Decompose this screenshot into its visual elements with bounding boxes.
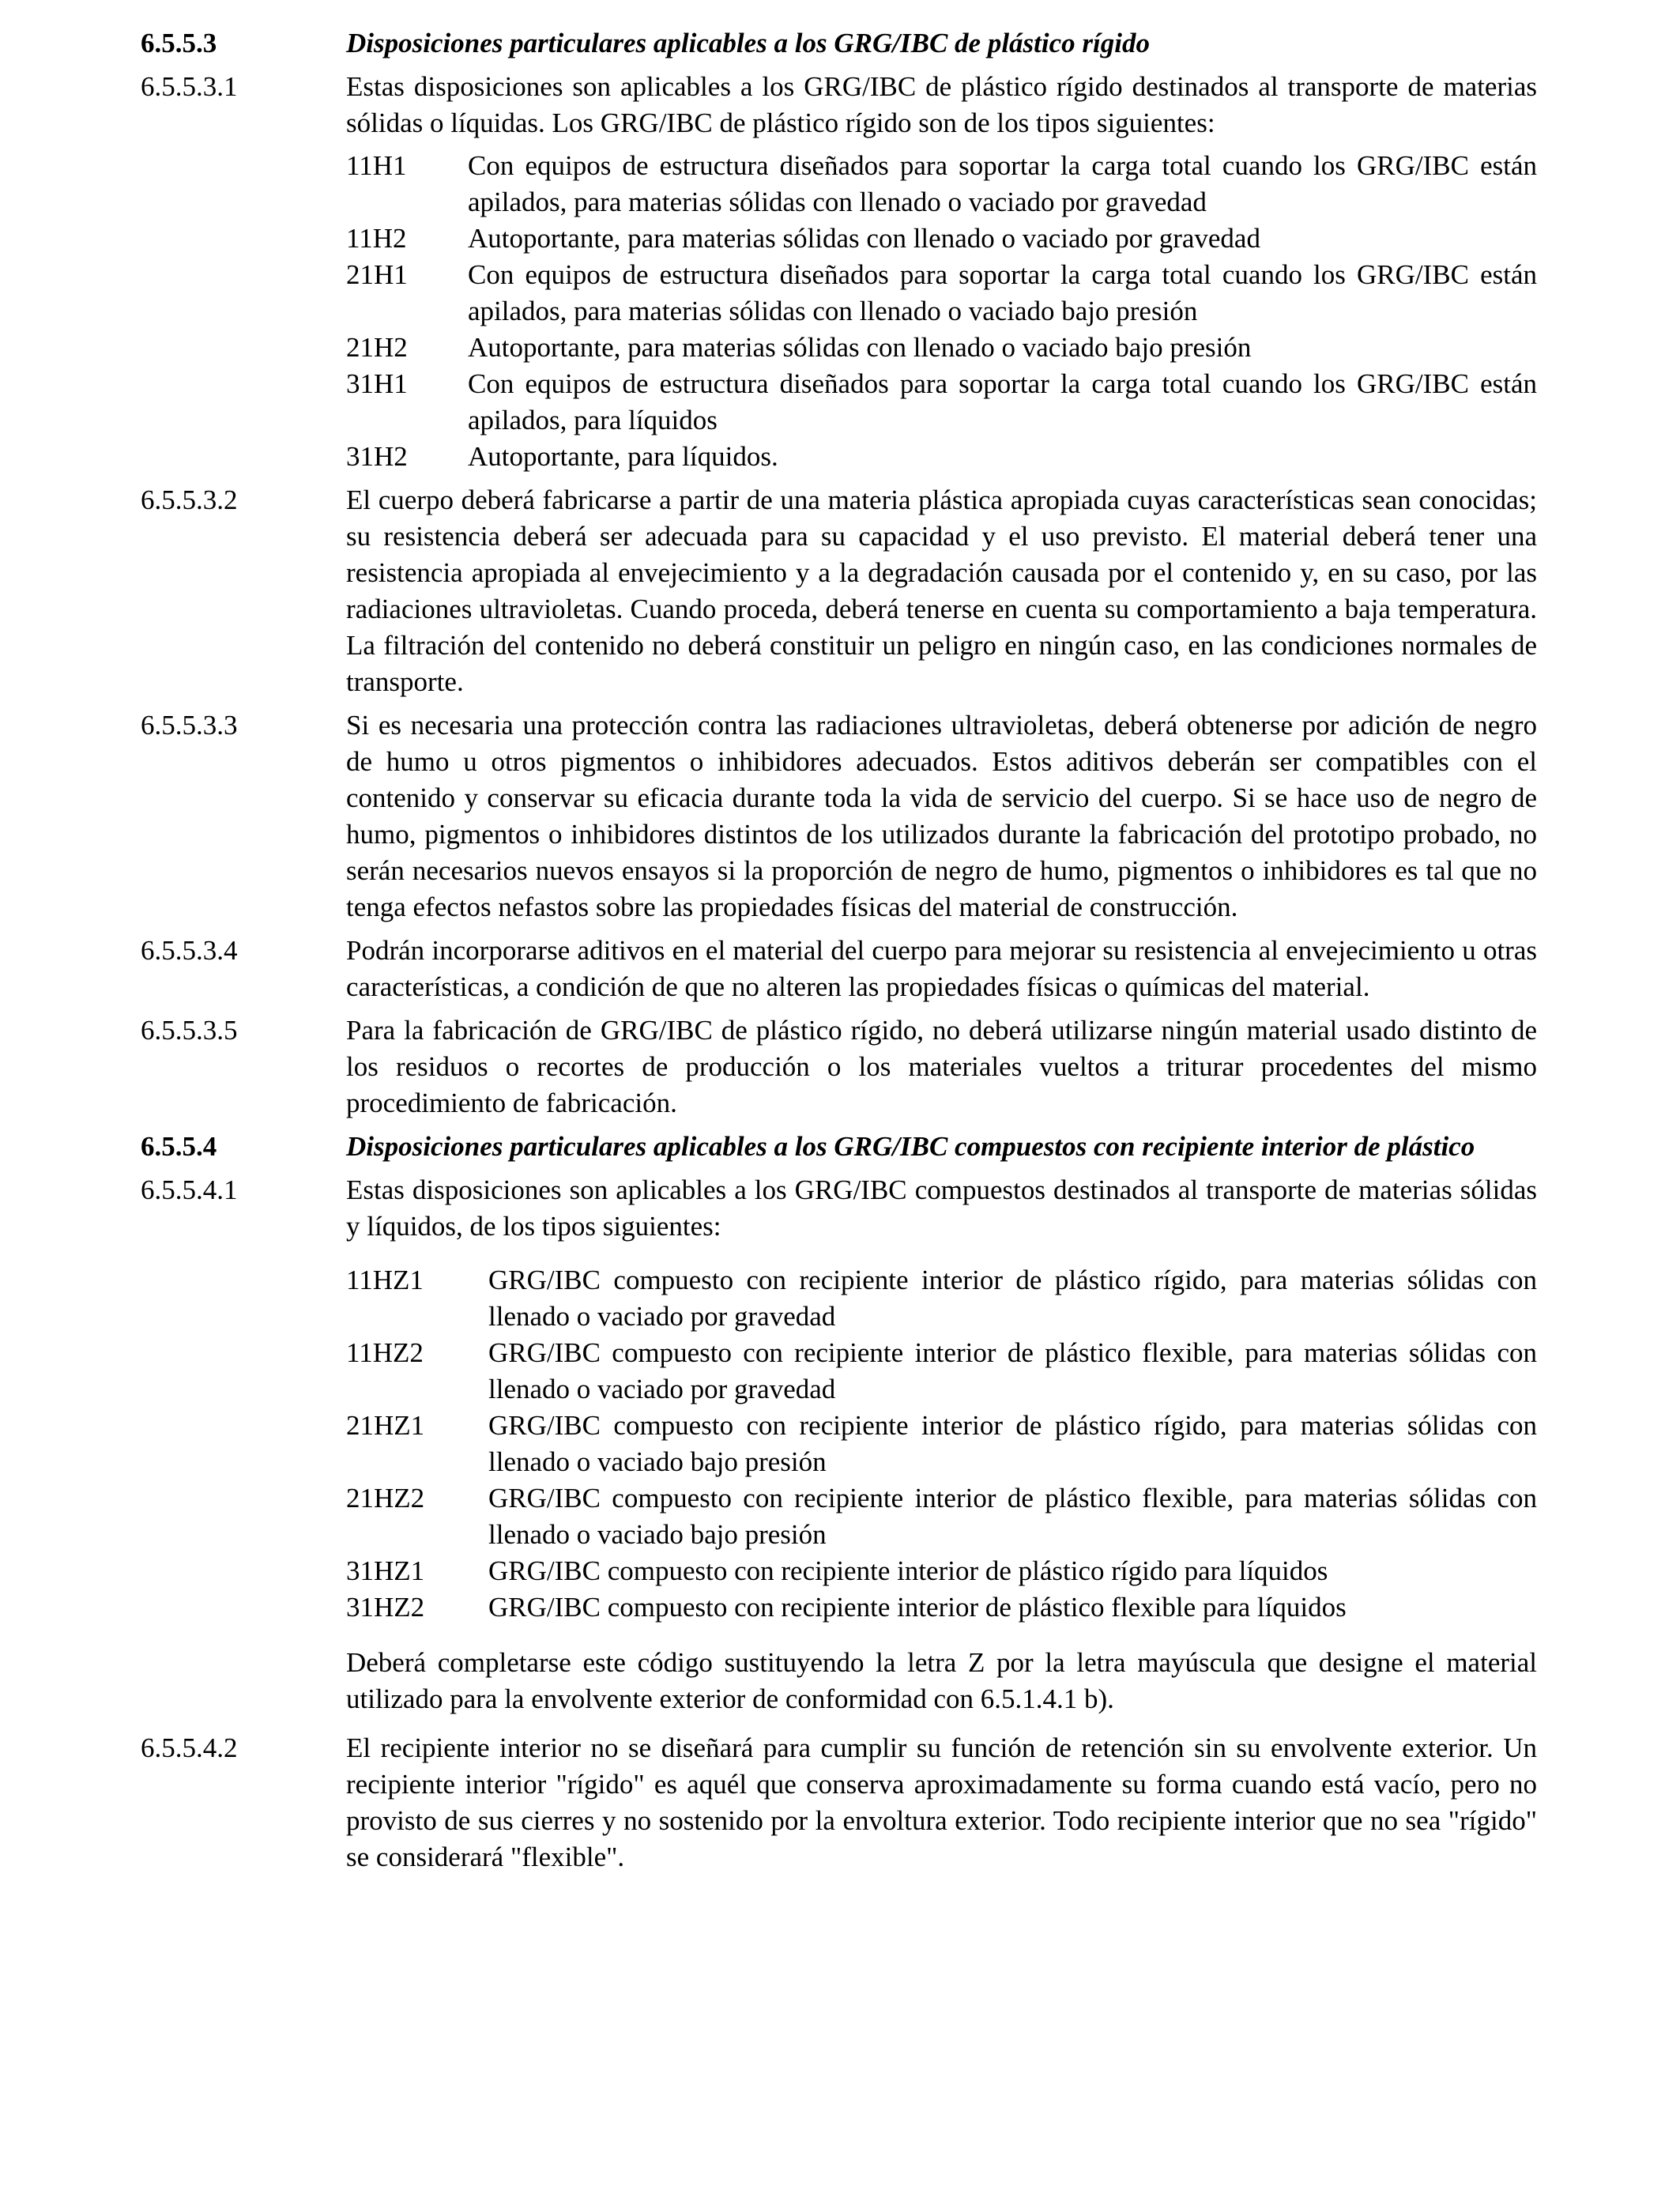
paragraph-6-5-5-3-1	[141, 69, 1537, 475]
type-description: GRG/IBC compuesto con recipiente interior de plástico rígido, para materias sólidas con llenado o vaciado por gravedad	[488, 1265, 1537, 1332]
list-item	[346, 257, 1537, 330]
paragraph-number: 6.5.5.4.2	[141, 1732, 238, 1763]
paragraph-text: El cuerpo deberá fabricarse a partir de una materia plástica apropiada cuyas características sean conocidas; su resistencia deberá ser adecuada para su capacidad y el uso previsto. El material deberá tener una resistencia apropiada al envejecimiento y a la degradación causada por el contenido y, en su caso, por las radiaciones ultravioletas. Cuando proceda, deberá tenerse en cuenta su comportamiento a baja temperatura. La filtración del contenido no deberá constituir un peligro en ningún caso, en las condiciones normales de transporte.	[346, 484, 1537, 697]
section-number: 6.5.5.4	[141, 1131, 217, 1162]
section-heading-6-5-5-3	[141, 25, 1537, 62]
paragraph-text: Estas disposiciones son aplicables a los GRG/IBC compuestos destinados al transporte de materias sólidas y líquidos, de los tipos siguientes:	[346, 1174, 1537, 1242]
type-code: 11H1	[346, 150, 407, 181]
section-title: Disposiciones particulares aplicables a los GRG/IBC compuestos con recipiente interior de plástico	[346, 1131, 1475, 1162]
document-page	[141, 25, 1537, 1875]
type-code: 21H2	[346, 332, 408, 363]
type-description: Con equipos de estructura diseñados para soportar la carga total cuando los GRG/IBC están apilados, para líquidos	[468, 368, 1537, 435]
paragraph-number: 6.5.5.3.1	[141, 71, 238, 102]
paragraph-6-5-5-3-5	[141, 1012, 1537, 1122]
type-description: GRG/IBC compuesto con recipiente interior de plástico flexible, para materias sólidas con llenado o vaciado bajo presión	[488, 1483, 1537, 1550]
type-description: Con equipos de estructura diseñados para soportar la carga total cuando los GRG/IBC están apilados, para materias sólidas con llenado o vaciado bajo presión	[468, 259, 1537, 326]
paragraph-text: Si es necesaria una protección contra las radiaciones ultravioletas, deberá obtenerse por adición de negro de humo u otros pigmentos o inhibidores adecuados. Estos aditivos deberán ser compatibles con el contenido y conservar su eficacia durante toda la vida de servicio del cuerpo. Si se hace uso de negro de humo, pigmentos o inhibidores distintos de los utilizados durante la fabricación del prototipo probado, no serán necesarios nuevos ensayos si la proporción de negro de humo, pigmentos o inhibidores es tal que no tenga efectos nefastos sobre las propiedades físicas del material de construcción.	[346, 710, 1537, 922]
type-code: 31HZ2	[346, 1592, 425, 1623]
type-description: GRG/IBC compuesto con recipiente interior de plástico flexible para líquidos	[488, 1592, 1347, 1623]
paragraph-6-5-5-3-2	[141, 482, 1537, 700]
paragraph-6-5-5-4-1	[141, 1172, 1537, 1717]
section-heading-6-5-5-4	[141, 1129, 1537, 1165]
type-code: 11H2	[346, 223, 407, 254]
list-item	[346, 1408, 1537, 1480]
paragraph-body	[346, 1172, 1537, 1717]
paragraph-number: 6.5.5.3.5	[141, 1015, 238, 1046]
paragraph-text: Podrán incorporarse aditivos en el material del cuerpo para mejorar su resistencia al envejecimiento u otras características, a condición de que no alteren las propiedades físicas o químicas del material.	[346, 935, 1537, 1002]
type-description: Autoportante, para materias sólidas con llenado o vaciado por gravedad	[468, 223, 1260, 254]
type-list	[346, 148, 1537, 475]
list-item	[346, 221, 1537, 257]
list-item	[346, 1553, 1537, 1589]
paragraph-number: 6.5.5.4.1	[141, 1174, 238, 1205]
type-code: 31HZ1	[346, 1555, 425, 1586]
code-note: Deberá completarse este código sustituyendo la letra Z por la letra mayúscula que designe el material utilizado para la envolvente exterior de conformidad con 6.5.1.4.1 b).	[346, 1647, 1537, 1714]
type-description: Autoportante, para materias sólidas con llenado o vaciado bajo presión	[468, 332, 1252, 363]
section-title: Disposiciones particulares aplicables a los GRG/IBC de plástico rígido	[346, 28, 1150, 58]
type-description: GRG/IBC compuesto con recipiente interior de plástico rígido, para materias sólidas con llenado o vaciado bajo presión	[488, 1410, 1537, 1477]
paragraph-6-5-5-3-4	[141, 933, 1537, 1005]
list-item	[346, 1335, 1537, 1408]
type-code: 31H1	[346, 368, 408, 399]
section-number: 6.5.5.3	[141, 28, 217, 58]
paragraph-text: Estas disposiciones son aplicables a los GRG/IBC de plástico rígido destinados al transporte de materias sólidas o líquidas. Los GRG/IBC de plástico rígido son de los tipos siguientes:	[346, 71, 1537, 138]
paragraph-6-5-5-4-2	[141, 1730, 1537, 1875]
list-item	[346, 439, 1537, 475]
list-item	[346, 1589, 1537, 1626]
type-code: 21H1	[346, 259, 408, 290]
type-description: GRG/IBC compuesto con recipiente interior de plástico flexible, para materias sólidas con llenado o vaciado por gravedad	[488, 1337, 1537, 1404]
list-item	[346, 148, 1537, 221]
paragraph-number: 6.5.5.3.2	[141, 484, 238, 515]
paragraph-text: El recipiente interior no se diseñará para cumplir su función de retención sin su envolvente exterior. Un recipiente interior "rígido" es aquél que conserva aproximadamente su forma cuando está vacío, pero no provisto de sus cierres y no sostenido por la envoltura exterior. Todo recipiente interior que no sea "rígido" se considerará "flexible".	[346, 1732, 1537, 1872]
type-code: 11HZ1	[346, 1265, 424, 1295]
paragraph-text: Para la fabricación de GRG/IBC de plástico rígido, no deberá utilizarse ningún material usado distinto de los residuos o recortes de producción o los materiales vueltos a triturar procedentes del mismo procedimiento de fabricación.	[346, 1015, 1537, 1118]
paragraph-number: 6.5.5.3.4	[141, 935, 238, 966]
type-code: 11HZ2	[346, 1337, 424, 1368]
paragraph-body	[346, 69, 1537, 475]
type-code: 31H2	[346, 441, 408, 472]
type-description: Con equipos de estructura diseñados para soportar la carga total cuando los GRG/IBC están apilados, para materias sólidas con llenado o vaciado por gravedad	[468, 150, 1537, 217]
list-item	[346, 330, 1537, 366]
list-item	[346, 366, 1537, 439]
paragraph-6-5-5-3-3	[141, 707, 1537, 925]
type-list	[346, 1262, 1537, 1626]
type-description: GRG/IBC compuesto con recipiente interior de plástico rígido para líquidos	[488, 1555, 1328, 1586]
list-item	[346, 1480, 1537, 1553]
type-code: 21HZ2	[346, 1483, 425, 1514]
type-description: Autoportante, para líquidos.	[468, 441, 778, 472]
paragraph-number: 6.5.5.3.3	[141, 710, 238, 741]
type-code: 21HZ1	[346, 1410, 425, 1441]
list-item	[346, 1262, 1537, 1335]
